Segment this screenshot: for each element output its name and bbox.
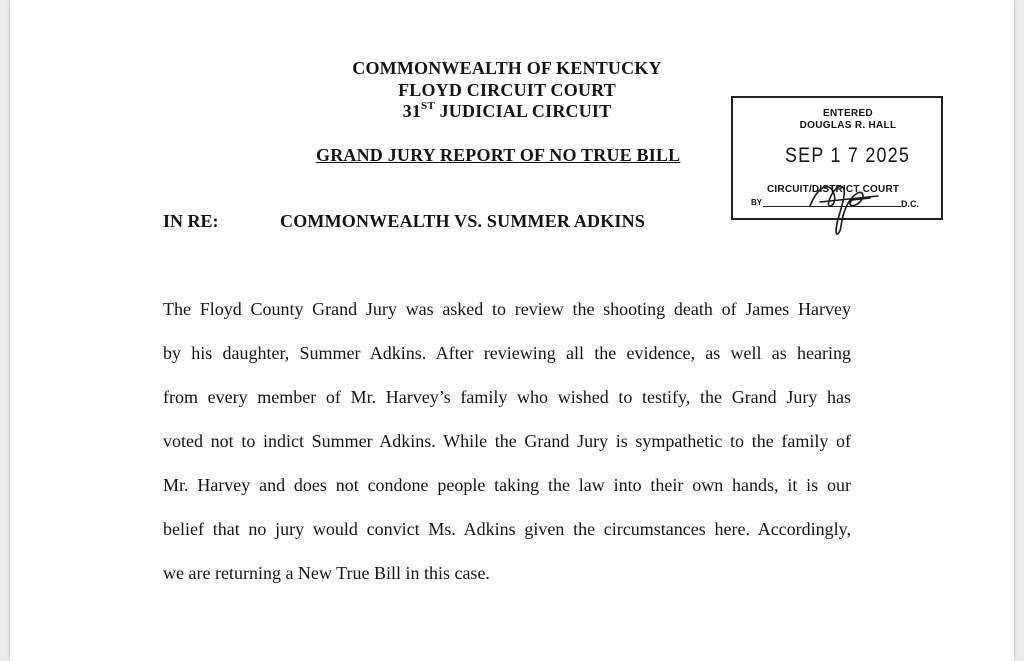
clerk-signature	[800, 176, 890, 236]
stamp-court: CIRCUIT/DISTRICT COURT	[767, 184, 900, 195]
body-text-line-4: voted not to indict Summer Adkins. While the Grand Jury is sympathetic to the family of	[163, 431, 851, 451]
body-text-line-5: Mr. Harvey and does not condone people taking the law into their own hands, it is our	[163, 475, 851, 495]
report-title: GRAND JURY REPORT OF NO TRUE BILL	[316, 145, 681, 165]
stamp-entered: ENTERED	[823, 108, 873, 119]
header-court: FLOYD CIRCUIT COURT	[398, 80, 616, 100]
body-text-line-6: belief that no jury would convict Ms. Adkins given the circumstances here. Accordingly,	[163, 519, 851, 539]
body-text-line-3: from every member of Mr. Harvey’s family who wished to testify, the Grand Jury has	[163, 387, 851, 407]
circuit-number: 31	[402, 101, 422, 121]
body-text-line-1: The Floyd County Grand Jury was asked to review the shooting death of James Harvey	[163, 299, 851, 319]
stamp-by-label: BY	[751, 198, 763, 207]
stamp-date: SEP 1 7 2025	[785, 144, 911, 167]
case-caption: COMMONWEALTH VS. SUMMER ADKINS	[280, 211, 646, 231]
circuit-label: JUDICIAL CIRCUIT	[434, 101, 612, 121]
in-re-label: IN RE:	[163, 211, 219, 231]
header-commonwealth: COMMONWEALTH OF KENTUCKY	[352, 58, 662, 78]
stamp-clerk-name: DOUGLAS R. HALL	[799, 120, 897, 131]
circuit-ordinal-suffix: ST	[421, 100, 435, 112]
body-text-line-2: by his daughter, Summer Adkins. After reviewing all the evidence, as well as hearing	[163, 343, 851, 363]
body-text-line-7: we are returning a New True Bill in this case.	[163, 563, 490, 583]
stamp-dc-label: D.C.	[901, 199, 919, 209]
